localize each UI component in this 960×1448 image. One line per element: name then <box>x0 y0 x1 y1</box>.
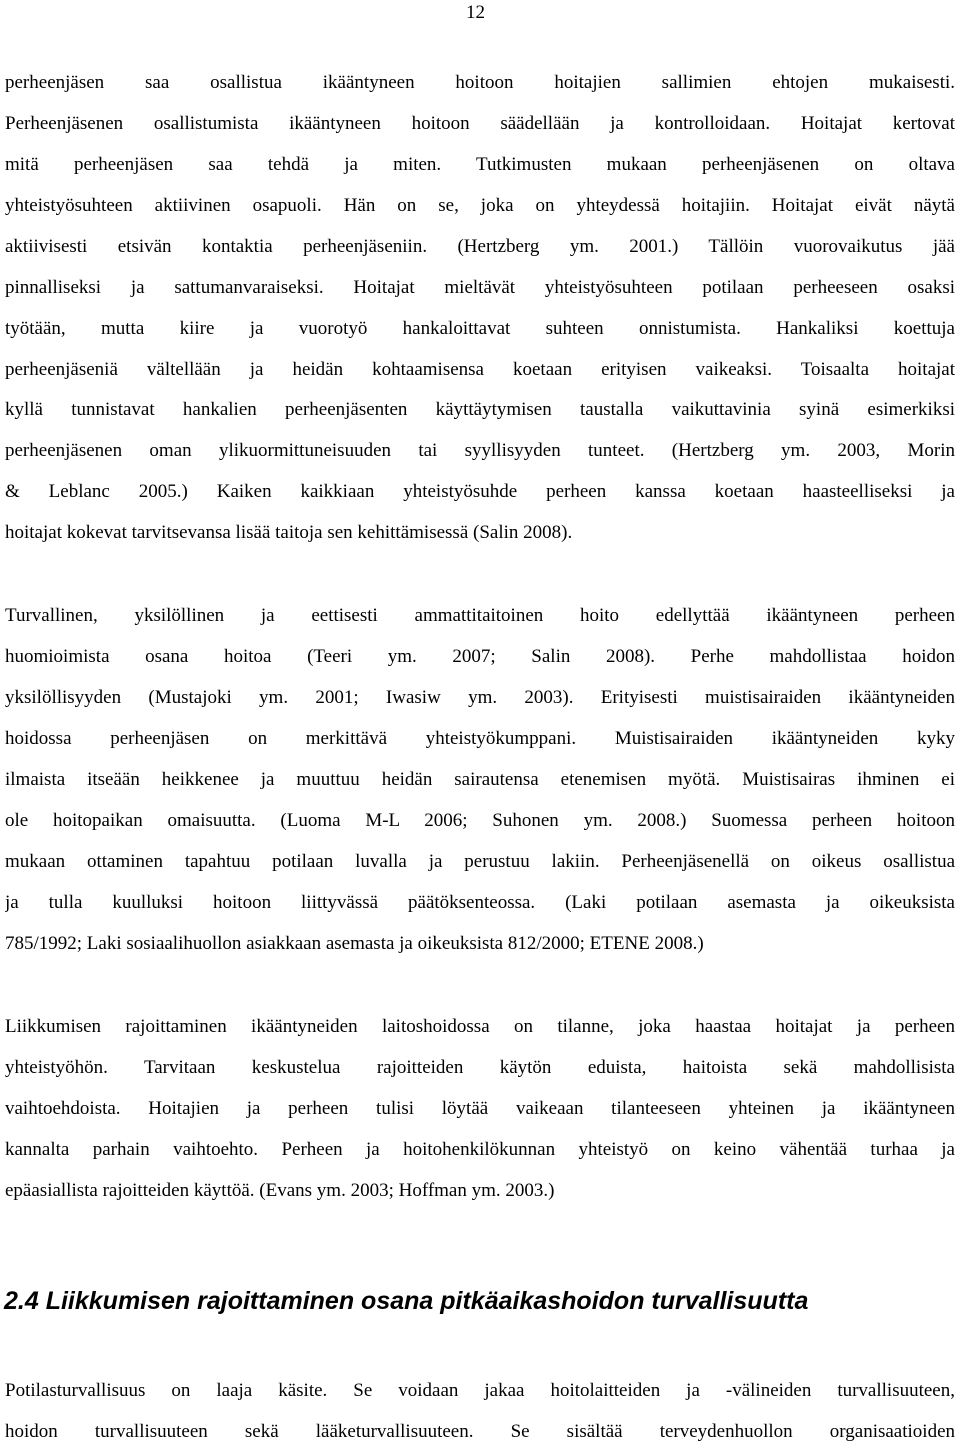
text-line: ole hoitopaikan omaisuutta. (Luoma M-L 2006; Suhonen ym. 2008.) Suomessa perheen hoitoon <box>5 810 955 831</box>
section-heading: 2.4 Liikkumisen rajoittaminen osana pitkäaikashoidon turvallisuutta <box>4 1287 809 1315</box>
text-line: Turvallinen, yksilöllinen ja eettisesti ammattitaitoinen hoito edellyttää ikääntyneen perheen <box>5 605 955 626</box>
text-line: perheenjäsen saa osallistua ikääntyneen hoitoon hoitajien sallimien ehtojen mukaisesti. <box>5 72 955 93</box>
text-line: perheenjäseniä vältellään ja heidän kohtaamisensa koetaan erityisen vaikeaksi. Toisaalta hoitajat <box>5 359 955 380</box>
text-line: hoidon turvallisuuteen sekä lääketurvallisuuteen. Se sisältää terveydenhuollon organisaatioiden <box>5 1421 955 1442</box>
text-line: Liikkumisen rajoittaminen ikääntyneiden laitoshoidossa on tilanne, joka haastaa hoitajat ja perheen <box>5 1016 955 1037</box>
text-line: kyllä tunnistavat hankalien perheenjäsenten käyttäytymisen taustalla vaikuttavinia syinä esimerkiksi <box>5 399 955 420</box>
text-line: ja tulla kuulluksi hoitoon liittyvässä päätöksenteossa. (Laki potilaan asemasta ja oikeuksista <box>5 892 955 913</box>
text-line: perheenjäsenen oman ylikuormittuneisuuden tai syyllisyyden tunteet. (Hertzberg ym. 2003, Morin <box>5 440 955 461</box>
text-line: mitä perheenjäsen saa tehdä ja miten. Tutkimusten mukaan perheenjäsenen on oltava <box>5 154 955 175</box>
text-line: hoidossa perheenjäsen on merkittävä yhteistyökumppani. Muistisairaiden ikääntyneiden kyky <box>5 728 955 749</box>
text-line: 785/1992; Laki sosiaalihuollon asiakkaan asemasta ja oikeuksista 812/2000; ETENE 2008.) <box>5 933 704 954</box>
text-line: yhteistyösuhteen aktiivinen osapuoli. Hän on se, joka on yhteydessä hoitajiin. Hoitajat eivät näytä <box>5 195 955 216</box>
text-line: epäasiallista rajoitteiden käyttöä. (Evans ym. 2003; Hoffman ym. 2003.) <box>5 1180 555 1201</box>
text-line: aktiivisesti etsivän kontaktia perheenjäseniin. (Hertzberg ym. 2001.) Tällöin vuorovaikutus jää <box>5 236 955 257</box>
text-line: työtään, mutta kiire ja vuorotyö hankaloittavat suhteen onnistumista. Hankaliksi koettuja <box>5 318 955 339</box>
text-line: huomioimista osana hoitoa (Teeri ym. 2007; Salin 2008). Perhe mahdollistaa hoidon <box>5 646 955 667</box>
text-line: yhteistyöhön. Tarvitaan keskustelua rajoitteiden käytön eduista, haitoista sekä mahdollisista <box>5 1057 955 1078</box>
text-line: hoitajat kokevat tarvitsevansa lisää taitoja sen kehittämisessä (Salin 2008). <box>5 522 573 543</box>
page-number: 12 <box>466 2 485 23</box>
text-line: kannalta parhain vaihtoehto. Perheen ja hoitohenkilökunnan yhteistyö on keino vähentää turhaa ja <box>5 1139 955 1160</box>
text-line: mukaan ottaminen tapahtuu potilaan luvalla ja perustuu lakiin. Perheenjäsenellä on oikeus osallistua <box>5 851 955 872</box>
text-line: vaihtoehdoista. Hoitajien ja perheen tulisi löytää vaikeaan tilanteeseen yhteinen ja ikääntyneen <box>5 1098 955 1119</box>
text-line: Potilasturvallisuus on laaja käsite. Se voidaan jakaa hoitolaitteiden ja -välineiden turvallisuuteen, <box>5 1380 955 1401</box>
text-line: Perheenjäsenen osallistumista ikääntyneen hoitoon säädellään ja kontrolloidaan. Hoitajat kertovat <box>5 113 955 134</box>
text-line: pinnalliseksi ja sattumanvaraiseksi. Hoitajat mieltävät yhteistyösuhteen potilaan perheeseen osaksi <box>5 277 955 298</box>
text-line: ilmaista itseään heikkenee ja muuttuu heidän sairautensa etenemisen myötä. Muistisairas ihminen ei <box>5 769 955 790</box>
text-line: & Leblanc 2005.) Kaiken kaikkiaan yhteistyösuhde perheen kanssa koetaan haasteelliseksi ja <box>5 481 955 502</box>
text-line: yksilöllisyyden (Mustajoki ym. 2001; Iwasiw ym. 2003). Erityisesti muistisairaiden ikääntyneiden <box>5 687 955 708</box>
